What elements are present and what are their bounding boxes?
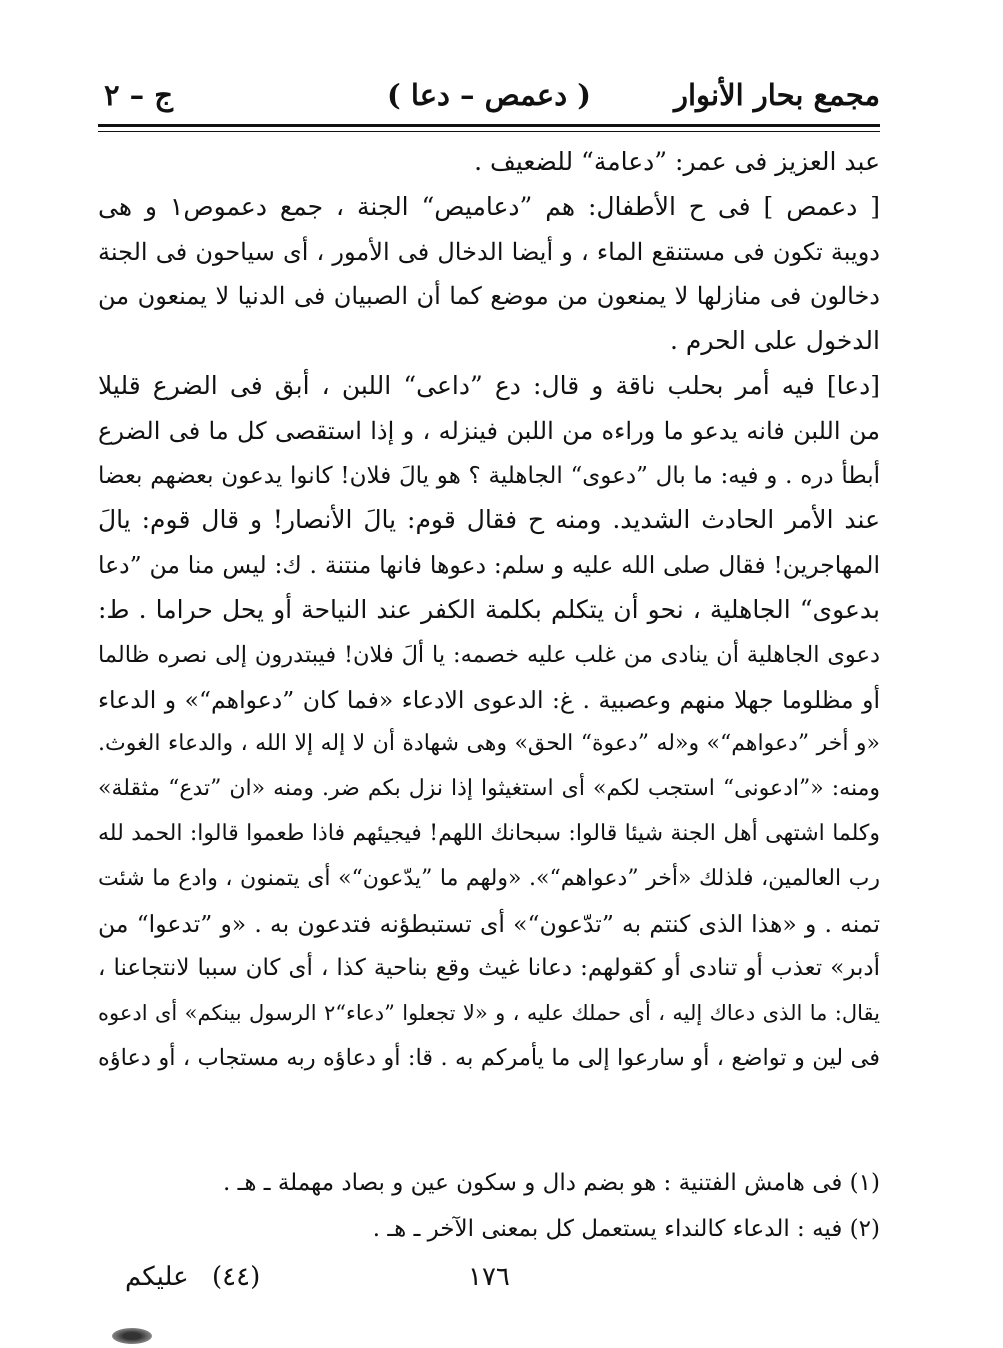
body-line: بدعوى“ الجاهلية ، نحو أن يتكلم بكلمة الكفر عند النياحة أو يحل حراما . ط: [98,594,880,624]
header-rule-thin [98,131,880,132]
signature-word: عليكم [125,1262,189,1292]
page-number: ١٧٦ [468,1262,510,1292]
body-line: دعوى الجاهلية أن ينادى من غلب عليه خصمه: يا ألَ فلان! فيبتدرون إلى نصره ظالما [98,641,880,668]
body-line: المهاجرين! فقال صلى الله عليه و سلم: دعوها فانها منتنة . ك: ليس منا من ”دعا [98,551,880,580]
body-line: يقال: ما الذى دعاك إليه ، أى حملك عليه ، و «لا تجعلوا ”دعاء“٢ الرسول بينكم» أى ادعوه [98,1001,880,1026]
body-line: عبد العزيز فى عمر: ”دعامة“ للضعيف . [474,147,880,176]
ink-smudge [112,1328,152,1344]
body-line: الدخول على الحرم . [669,326,880,356]
book-title: مجمع بحار الأنوار [674,78,880,112]
body-line: ومنه: «”ادعونى“ استجب لكم» أى استغيثوا إذا نزل بكم ضر. ومنه «ان ”تدع“ مثقلة» [98,776,880,802]
running-header [98,72,880,122]
footnote: (٢) فيه : الدعاء كالنداء يستعمل كل بمعنى الآخر ـ هـ . [372,1216,880,1242]
body-line: رب العالمين، فلذلك «أخر ”دعواهم“». «ولهم ما ”يدّعون“» أى يتمنون ، وادع ما شئت [98,865,880,891]
body-line: «و أخر ”دعواهم“» و«له ”دعوة“ الحق» وهى شهادة أن لا إله إلا الله ، والدعاء الغوث. [98,731,880,757]
footnotes [98,1160,880,1252]
body-line: وكلما اشتهى أهل الجنة شيئا قالوا: سبحانك اللهم! فيجيئهم فاذا طعموا قالوا: الحمد لله [98,820,880,846]
body-line: دويبة تكون فى مستنقع الماء ، و أيضا الدخال فى الأمور ، أى سياحون فى الجنة [98,237,880,266]
body-line: دخالون فى منازلها لا يمنعون من موضع كما أن الصبيان فى الدنيا لا يمنعون من [98,282,880,311]
body-line: من اللبن فانه يدعو ما وراءه من اللبن فينزله ، و إذا استقصى كل ما فى الضرع [98,416,880,445]
header-rule-thick [98,124,880,127]
body-line: [دعا] فيه أمر بحلب ناقة و قال: دع ”داعى“ اللبن ، أبق فى الضرع قليلا [98,370,880,400]
body-line: أدبر» تعذب أو تنادى أو كقولهم: دعانا غيث وقع بناحية كذا ، أى كان سببا لانتجاعنا ، [98,955,880,982]
body-line: تمنه . و «هذا الذى كنتم به ”تدّعون“» أى تستبطؤنه فتدعون به . «و ”تدعوا“ من [98,909,880,938]
signature-number: (٤٤) [212,1262,261,1292]
body-text [98,140,880,1081]
body-line: فى لين و تواضع ، أو سارعوا إلى ما يأمركم به . قا: أو دعاؤه ربه مستجاب ، أو دعاؤه [98,1044,880,1071]
footnote: (١) فى هامش الفتنية : هو بضم دال و سكون عين و بصاد مهملة ـ هـ . [223,1170,880,1196]
body-line: أو مظلوما جهلا منهم وعصبية . غ: الدعوى الادعاء «فما كان ”دعواهم“» و الدعاء [98,685,880,714]
body-line: [ دعمص ] فى ح الأطفال: هم ”دعاميص“ الجنة ، جمع دعموص١ و هى [98,191,880,221]
volume-label: ج – ٢ [104,78,173,112]
body-line: عند الأمر الحادث الشديد. ومنه ح فقال قوم: يالَ الأنصار! و قال قوم: يالَ [98,505,880,535]
entry-range: ( دعمص – دعا ) [387,78,591,112]
body-line: أبطأ دره . و فيه: ما بال ”دعوى“ الجاهلية ؟ هو يالَ فلان! كانوا يدعون بعضهم بعضا [98,462,880,489]
